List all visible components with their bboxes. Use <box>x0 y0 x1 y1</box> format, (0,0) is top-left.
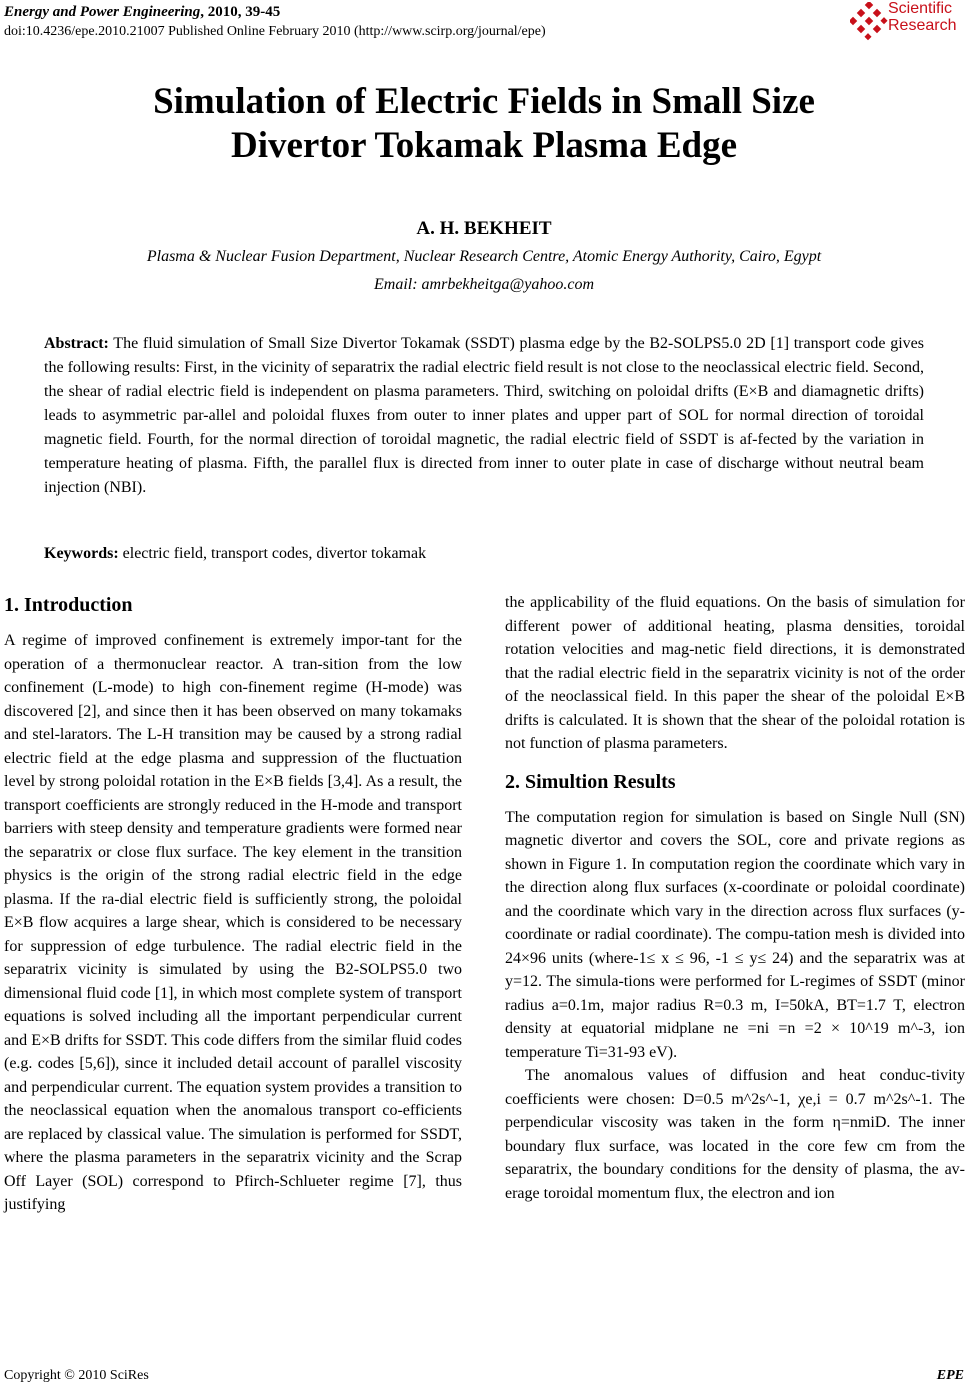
author-email <box>0 276 968 294</box>
section-1-continuation: the applicability of the fluid equations. On the basis of simulation for different power of additional heating, plasma densities, toroidal rotation velocities and mag-netic field directions, it is demonstrated that the radial electric field in the separatrix vicinity is not of the order of the neoclassical field. In this paper the shear of the poloidal E×B drifts is calculated. It is shown that the shear of the poloidal rotation is not function of plasma parameters. <box>505 594 965 752</box>
journal-header <box>4 4 280 21</box>
keywords <box>44 545 924 563</box>
left-column <box>4 591 462 1217</box>
abstract <box>44 332 924 500</box>
keywords-label: Keywords: <box>44 545 119 562</box>
section-1-body: A regime of improved confinement is extremely impor-tant for the operation of a thermonuclear reactor. A tran-sition from the low confinement (L-mode) to high con-finement regime (H-mode) was discovered [2], and since then it has been observed on many tokamaks and stel-larators. The L-H transition may be caused by a strong radial electric field at the edge plasma and suppression of the fluctuation level by strong poloidal rotation in the E×B fields [3,4]. As a result, the transport coefficients are strongly reduced in the H-mode and transport barriers with steep density and temperature gradients were formed near the separatrix or close flux surface. The key element in the transition physics is the origin of the strong radial electric field in the edge plasma. If the ra-dial electric field is sufficiently strong, the poloidal E×B flow acquires a large shear, which is considered to be necessary for suppression of edge turbulence. The radial electric field in the separatrix vicinity is simulated by using the B2-SOLPS5.0 two dimensional fluid code [1], in which most complete system of transport equations is solved including all the important perpendicular current and E×B drifts for SSDT. This code differs from the similar fluid codes (e.g. codes [5,6]), since it included detail account of parallel viscosity and perpendicular current. The equation system provides a transition to the neoclassical equation when the anomalous transport co-efficients are replaced by classical value. The simulation is performed for SSDT, where the plasma parameters in the separatrix vicinity and the Scrap Off Layer (SOL) correspond to Pfirch-Schlueter regime [7], thus justifying <box>4 632 462 1213</box>
email-label: Email <box>374 276 413 293</box>
title-line-2: Divertor Tokamak Plasma Edge <box>230 125 738 166</box>
publisher-logo-text <box>888 0 956 34</box>
section-1-heading: 1. Introduction <box>4 594 133 616</box>
section-2-paragraph-1: The computation region for simulation is based on Single Null (SN) magnetic divertor and covers the SOL, core and private regions as shown in Figure 1. In computation region the coordinate which vary in the direction along flux surfaces (x-coordinate or poloidal coordinate) and the coordinate which vary in the direction across flux surfaces (y-coordinate or radial coordinate). The compu-tation mesh is divided into 24×96 units (where-1≤ x ≤ 96, -1 ≤ y≤ 24) and the separatrix was at y=12. The simula-tions were performed for L-regimes of SSDT (minor radius a=0.1m, major radius R=0.3 m, I=50kA, BT=1.7 T, electron density at equatorial midplane ne =ni =n =2 × 10^19 m^-3, ion temperature Ti=31-93 eV). <box>505 808 965 1061</box>
logo-line-2: Research <box>888 17 957 34</box>
right-column <box>505 591 965 1205</box>
section-2-paragraph-2: The anomalous values of diffusion and heat conduc-tivity coefficients were chosen: D=0.5 m^2s^-1, χe,i = 0.7 m^2s^-1. The perpendicular viscosity was taken in the form η=nmiD. The inner boundary flux surface, was located in the core few cm from the separatrix, the boundary conditions for the density of plasma, the av-erage toroidal momentum flux, the electron and ion <box>505 1067 965 1202</box>
email-address: : amrbekheitga@yahoo.com <box>412 276 594 293</box>
author-name: A. H. BEKHEIT <box>416 218 552 239</box>
journal-name: Energy and Power Engineering <box>4 4 201 20</box>
footer-journal-abbrev: EPE <box>936 1368 964 1383</box>
title-line-1: Simulation of Electric Fields in Small Size <box>153 81 815 122</box>
keywords-text: electric field, transport codes, divertor tokamak <box>118 545 427 562</box>
journal-volume: , 2010, 39-45 <box>200 4 281 20</box>
publisher-logo <box>848 0 966 44</box>
abstract-text: The fluid simulation of Small Size Divertor Tokamak (SSDT) plasma edge by the B2-SOLPS5.0 2D [1] transport code gives the following results: First, in the vicinity of separatrix the radial electric field result is not close to the neoclassical electric field. Second, the shear of radial electric field is independent on plasma parameters. Third, switching on poloidal drifts (E×B and diamagnetic drifts) leads to asymmetric par-allel and poloidal fluxes from outer to inner plates and upper part of SOL for normal direction of toroidal magnetic field. Fourth, for the normal direction of toroidal magnetic, the radial electric field of SSDT is af-fected by the variation in temperature heating of plasma. Fifth, the parallel flux is directed from inner to outer plate in case of discharge without neutral beam injection (NBI). <box>44 335 924 496</box>
paper-title <box>0 80 968 168</box>
publisher-logo-mark-icon <box>850 2 888 42</box>
logo-line-1: Scientific <box>888 0 953 17</box>
abstract-label: Abstract: <box>44 335 109 352</box>
footer-copyright: Copyright © 2010 SciRes <box>4 1368 149 1383</box>
section-2-heading: 2. Simultion Results <box>505 770 676 793</box>
doi-line: doi:10.4236/epe.2010.21007 Published Online February 2010 (http://www.scirp.org/journal/epe) <box>4 24 546 39</box>
author-affiliation: Plasma & Nuclear Fusion Department, Nuclear Research Centre, Atomic Energy Authority, Cairo, Egypt <box>146 248 822 265</box>
